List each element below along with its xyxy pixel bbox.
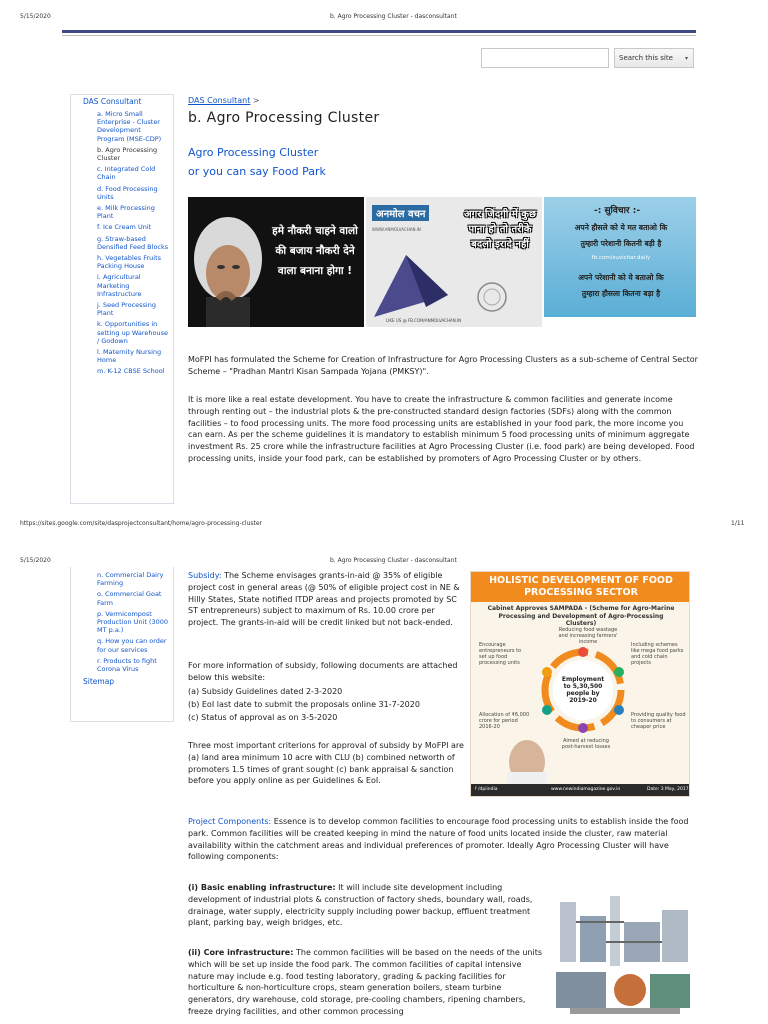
breadcrumb-link[interactable]: DAS Consultant [188,96,251,105]
sidebar-item-ice-cream[interactable]: f. Ice Cream Unit [97,223,152,232]
infographic-footer-left: f /dpiindia [475,787,498,792]
quote-text-1: हमे नौकरी चाहने वालो की बजाय नौकरी देने वाला बनाना होगा ! [272,225,358,277]
search-button[interactable] [614,48,694,68]
search-input[interactable] [481,48,609,68]
quote-image-anmol [366,197,542,327]
subsidy-doc-b: (b) EoI last date to submit the proposals online 31-7-2020 [188,700,420,709]
search-button-label: Search this site [619,54,673,62]
infographic-subtitle: Cabinet Approves SAMPADA - (Scheme for Agro-Marine Processing and Development of Agro-Processing Clusters) [487,605,675,627]
sidebar-item-agro-processing-cluster[interactable]: b. Agro Processing Cluster [97,145,158,163]
subsidy-text: The Scheme envisages grants-in-aid @ 35% of eligible project cost in general areas (@ 50% of eligible project cost in NE & Hilly States, State notified ITDP areas and projects promoted by SC ST entrepreneurs) subject to maximum of Rs. 10.00 crore per project. The grants-in-aid will be credit linked but not back-ended. [188,571,460,628]
quote-image-suvichar [544,197,696,317]
suvichar-title: -: सुविचार :- [594,206,641,216]
print-page-number: 1/11 [731,520,745,527]
top-divider [62,30,696,33]
sidebar-item-seed-processing[interactable]: j. Seed Processing Plant [97,301,156,318]
components-text: Essence is to develop common facilities to encourage food processing units to establish inside the food park. Common facilities will be created keeping in mind the nature of food units located inside the cluster, raw material availability within the catchment areas and individual preferences of promoter. Ideally Agro Processing Cluster will have following components: [188,817,689,862]
print-date: 5/15/2020 [20,13,51,20]
project-components-paragraph [188,816,698,863]
processing-plant-image [550,882,696,1024]
subsidy-doc-a: (a) Subsidy Guidelines dated 2-3-2020 [188,687,343,696]
breadcrumb-separator: > [252,96,260,105]
anmol-title: अनमोल वचन [372,205,429,221]
anmol-footer: LIKE US @ FB.COM/ANMOLVACHAN.IN [386,318,462,323]
sidebar-item-dairy-farming[interactable]: n. Commercial Dairy Farming [97,571,164,588]
basic-infra-text: It will include site development including development of industrial plots & construction of factory sheds, boundary wall, roads, drainage, water supply, electricity supply including power backup, effluent treatment plant, parking bay, weigh bridges, etc. [188,883,533,928]
quote-image-kalam [188,197,364,327]
sidebar-item-corona-products[interactable]: r. Products to fight Corona Virus [97,656,157,674]
sidebar-item-warehouse[interactable]: k. Opportunities in setting up Warehouse / Godown [97,320,169,345]
sidebar-item-vermicompost[interactable]: p. Vermicompost Production Unit (3000 MT p.a.) [97,609,169,635]
sidebar-item-order-services[interactable]: q. How you can order for our services [97,637,167,654]
sidebar-nav [70,94,174,504]
sidebar-item-food-processing[interactable]: d. Food Processing Units [97,184,158,201]
sidebar-item-marketing-infra[interactable]: i. Agricultural Marketing Infrastructure [97,273,142,298]
sitemap-link[interactable]: Sitemap [83,677,115,687]
print-title-2: b. Agro Processing Cluster - dasconsultant [330,557,457,564]
sidebar-item-mse-cdp[interactable]: a. Micro Small Enterprise - Cluster Development Program (MSE-CDP) [97,110,162,143]
sidebar-item-cbse-school[interactable]: m. K-12 CBSE School [97,367,165,376]
suvichar-line4: तुम्हारा हौसला कितना बड़ा है [581,289,661,298]
suvichar-line3: अपने परेशानी को ये बताओ कि [578,273,664,282]
infographic-center: Employment to 5,30,500 people by 2019-20 [561,676,605,704]
subsidy-more-paragraph: For more information of subsidy, following documents are attached below this website: [188,661,458,682]
anmol-quote: अगर जिंदगी में कुछ पाना हो तो तरीके बदलो इरादे नहीं [463,209,536,250]
top-divider-thin [62,35,696,36]
subsidy-doc-c: (c) Status of approval as on 3-5-2020 [188,713,338,722]
intro-paragraph: MoFPI has formulated the Scheme for Creation of Infrastructure for Agro Processing Clusters as a sub-scheme of Central Sector Scheme – "Pradhan Mantri Kisan Sampada Yojana (PMKSY)". [188,355,698,376]
subsidy-paragraph [188,570,466,629]
sidebar-top-link[interactable]: DAS Consultant [83,97,142,106]
infographic-note-5: Allocation of ₹6,000 crore for period 2016-20 [479,712,530,730]
sidebar-item-cold-chain[interactable]: c. Integrated Cold Chain [97,165,156,182]
suvichar-line1: अपने हौसले को ये मत बताओ कि [574,223,668,232]
infographic-note-3: Providing quality food to consumers at cheaper price [631,712,686,730]
breadcrumb [188,96,260,105]
sidebar-item-feed-blocks[interactable]: g. Straw-based Densified Feed Blocks [97,234,169,251]
basic-infra-paragraph [188,882,538,929]
anmol-site: WWW.ANMOLVACHAN.IN [372,227,421,232]
infographic-title: HOLISTIC DEVELOPMENT OF FOOD PROCESSING SECTOR [471,572,690,602]
infographic-note-2: Including schemes like mega food parks and cold chain projects [631,642,684,666]
print-title: b. Agro Processing Cluster - dasconsultant [330,13,457,20]
sidebar-item-goat-farm[interactable]: o. Commercial Goat Farm [97,590,162,607]
page-title: b. Agro Processing Cluster [188,110,380,126]
subsidy-criteria-paragraph: Three most important criterions for approval of subsidy by MoFPI are (a) land area minimum 10 acre with CLU (b) combined networth of promoters 1.5 times of grant sought (c) bank appraisal & sanction before you apply online as per Guidelines & EoI. [188,741,464,786]
sidebar-nav-continued [70,567,174,722]
sidebar-item-packing-house[interactable]: h. Vegetables Fruits Packing House [97,254,162,271]
suvichar-line2: तुम्हारी परेशानी कितनी बड़ी है [580,239,662,248]
infographic-footer-mid: www.newindiamagazine.gov.in [551,787,621,792]
sidebar-item-milk-processing[interactable]: e. Milk Processing Plant [97,204,155,221]
infographic-footer-right: Date: 3 May, 2017 [647,787,689,792]
chevron-down-icon[interactable]: ▾ [684,54,688,62]
infographic-note-4: Aimed at reducing post-harvest losses [561,738,611,750]
core-infra-paragraph [188,947,546,1018]
sidebar-item-nursing-home[interactable]: l. Maternity Nursing Home [97,348,162,365]
infographic-note-6: Encourage entrepreneurs to set up food processing units [479,642,522,666]
suvichar-site: fb.com/suvichar.daily [591,255,651,261]
real-estate-paragraph: It is more like a real estate development. You have to create the infrastructure & common facilities and generate income through renting out – the industrial plots & the pre-constructed standard design factories (SDFs) along with the common facilities – to food processing units. The more food processing units are established in your food park, the more income you can earn. As per the scheme guidelines it is mandatory to establish minimum 5 food processing units of minimum aggregate investment Rs. 25 crore while the infrastructure facilities at Agro Processing Cluster (i.e. food park) are being developed. Food processing units, inside your food park, can be established by promoters of Agro Processing Cluster or by others. [188,395,695,463]
section-subheading: or you can say Food Park [188,165,326,178]
core-infra-text: The common facilities will be based on the needs of the units which will be set up inside the food park. The common facilities of capital intensive nature may include e.g. food testing laboratory, grading & packing facilities for horticulture & non-horticulture crops, steam generation boilers, steam turbine generators, dry warehouse, cold storage, pre-cooling chambers, ripening chambers, freeze drying facilities, and other common processing [188,948,543,1016]
core-infra-label: (ii) Core infrastructure: [188,948,294,957]
basic-infra-label: (i) Basic enabling infrastructure: [188,883,336,892]
section-heading: Agro Processing Cluster [188,146,319,159]
machinery-illustration [550,882,696,1024]
components-label: Project Components: [188,817,272,826]
print-date-2: 5/15/2020 [20,557,51,564]
sampada-infographic [470,571,690,797]
print-url: https://sites.google.com/site/dasprojectconsultant/home/agro-processing-cluster [20,520,263,527]
subsidy-label: Subsidy: [188,571,222,580]
infographic-note-1: Reducing food wastage and increasing farmers' income [558,627,618,645]
